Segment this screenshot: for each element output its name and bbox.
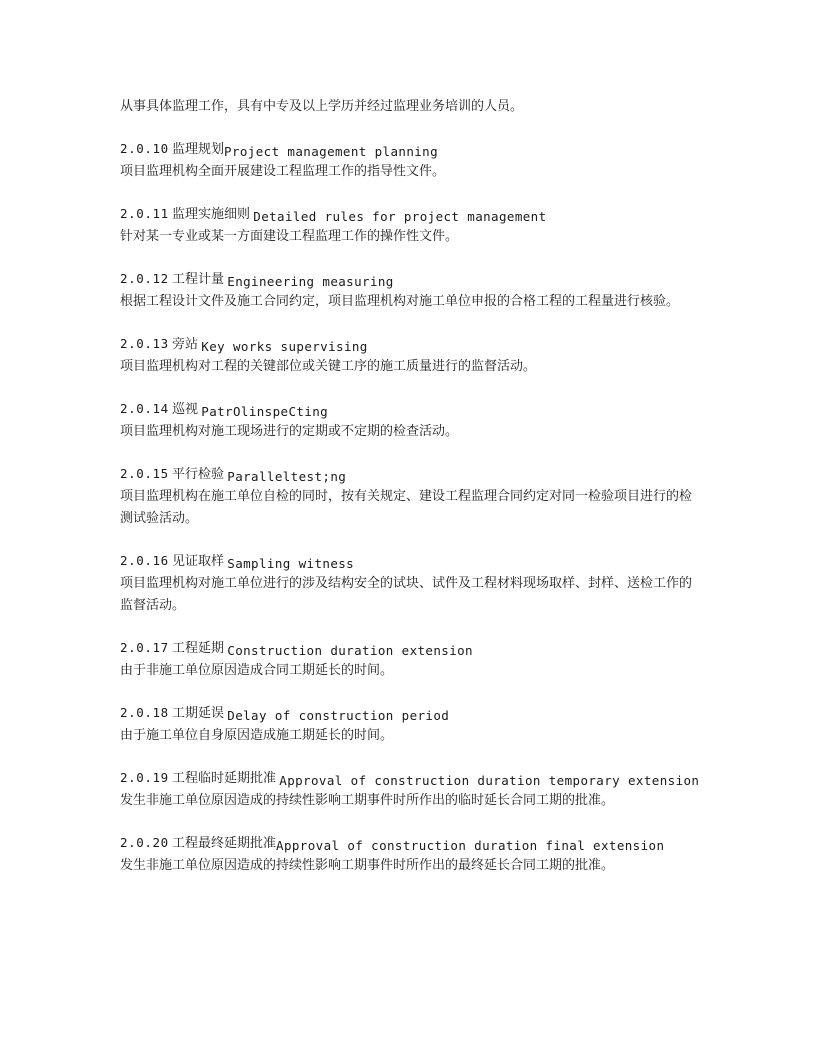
term-chinese-name: 见证取样	[172, 554, 225, 569]
term-entry	[120, 268, 700, 313]
term-definition: 项目监理机构对工程的关键部位或关键工序的施工质量进行的监督活动。	[120, 359, 537, 374]
term-definition: 项目监理机构在施工单位自检的同时，按有关规定、建设工程监理合同约定对同一检验项目进行的检测试验活动。	[120, 489, 693, 526]
term-definition: 项目监理机构全面开展建设工程监理工作的指导性文件。	[120, 164, 446, 179]
term-entry	[120, 832, 700, 877]
term-chinese-name: 平行检验	[172, 467, 225, 482]
term-entry	[120, 637, 700, 682]
term-number: 2.0.12	[120, 271, 169, 286]
term-heading	[120, 637, 700, 658]
term-english-name: PatrOlinspeCting	[201, 404, 329, 419]
term-number: 2.0.10	[120, 141, 169, 156]
term-english-name: Approval of construction duration final extension	[276, 838, 665, 853]
term-chinese-name: 巡视	[172, 402, 199, 417]
term-heading	[120, 767, 700, 788]
term-definition: 针对某一专业或某一方面建设工程监理工作的操作性文件。	[120, 229, 459, 244]
term-chinese-name: 工程延期	[172, 641, 225, 656]
term-entry	[120, 398, 700, 443]
term-english-name: Key works supervising	[201, 339, 368, 354]
term-number: 2.0.17	[120, 640, 169, 655]
term-number: 2.0.18	[120, 705, 169, 720]
term-heading	[120, 702, 700, 723]
term-definition: 由于非施工单位原因造成合同工期延长的时间。	[120, 663, 394, 678]
term-definition: 项目监理机构对施工现场进行的定期或不定期的检查活动。	[120, 424, 459, 439]
term-entry	[120, 463, 700, 530]
term-english-name: Construction duration extension	[227, 643, 473, 658]
term-entry	[120, 767, 700, 812]
term-heading	[120, 463, 700, 484]
document-page	[120, 96, 700, 897]
term-number: 2.0.14	[120, 401, 169, 416]
term-english-name: Detailed rules for project management	[253, 209, 547, 224]
term-chinese-name: 工程临时延期批准	[172, 771, 277, 786]
term-number: 2.0.15	[120, 466, 169, 481]
term-english-name: Sampling witness	[227, 556, 355, 571]
term-number: 2.0.11	[120, 206, 169, 221]
term-english-name: Engineering measuring	[227, 274, 394, 289]
term-heading	[120, 832, 700, 853]
term-entry	[120, 702, 700, 747]
term-chinese-name: 工程计量	[172, 272, 225, 287]
term-entry	[120, 138, 700, 183]
intro-paragraph: 从事具体监理工作，具有中专及以上学历并经过监理业务培训的人员。	[120, 99, 524, 114]
term-chinese-name: 工期延误	[172, 706, 225, 721]
term-english-name: Project management planning	[224, 144, 439, 159]
term-definition: 项目监理机构对施工单位进行的涉及结构安全的试块、试件及工程材料现场取样、封样、送检工作的监督活动。	[120, 576, 693, 613]
term-english-name: Paralleltest;ng	[227, 469, 347, 484]
term-definition: 发生非施工单位原因造成的持续性影响工期事件时所作出的临时延长合同工期的批准。	[120, 793, 615, 808]
term-heading	[120, 550, 700, 571]
term-entry	[120, 550, 700, 617]
term-entry	[120, 203, 700, 248]
term-heading	[120, 333, 700, 354]
term-heading	[120, 268, 700, 289]
term-heading	[120, 138, 700, 159]
term-definition: 发生非施工单位原因造成的持续性影响工期事件时所作出的最终延长合同工期的批准。	[120, 858, 615, 873]
term-heading	[120, 398, 700, 419]
term-number: 2.0.20	[120, 835, 169, 850]
term-chinese-name: 工程最终延期批准	[172, 836, 277, 851]
term-entry	[120, 333, 700, 378]
term-definition: 根据工程设计文件及施工合同约定，项目监理机构对施工单位申报的合格工程的工程量进行核验。	[120, 294, 680, 309]
term-heading	[120, 203, 700, 224]
term-english-name: Delay of construction period	[227, 708, 450, 723]
term-definition: 由于施工单位自身原因造成施工期延长的时间。	[120, 728, 394, 743]
term-chinese-name: 旁站	[172, 337, 199, 352]
term-english-name: Approval of construction duration temporary extension	[279, 773, 700, 788]
term-chinese-name: 监理实施细则	[172, 207, 251, 222]
term-number: 2.0.13	[120, 336, 169, 351]
term-number: 2.0.16	[120, 553, 169, 568]
term-chinese-name: 监理规划	[172, 142, 225, 157]
term-number: 2.0.19	[120, 770, 169, 785]
